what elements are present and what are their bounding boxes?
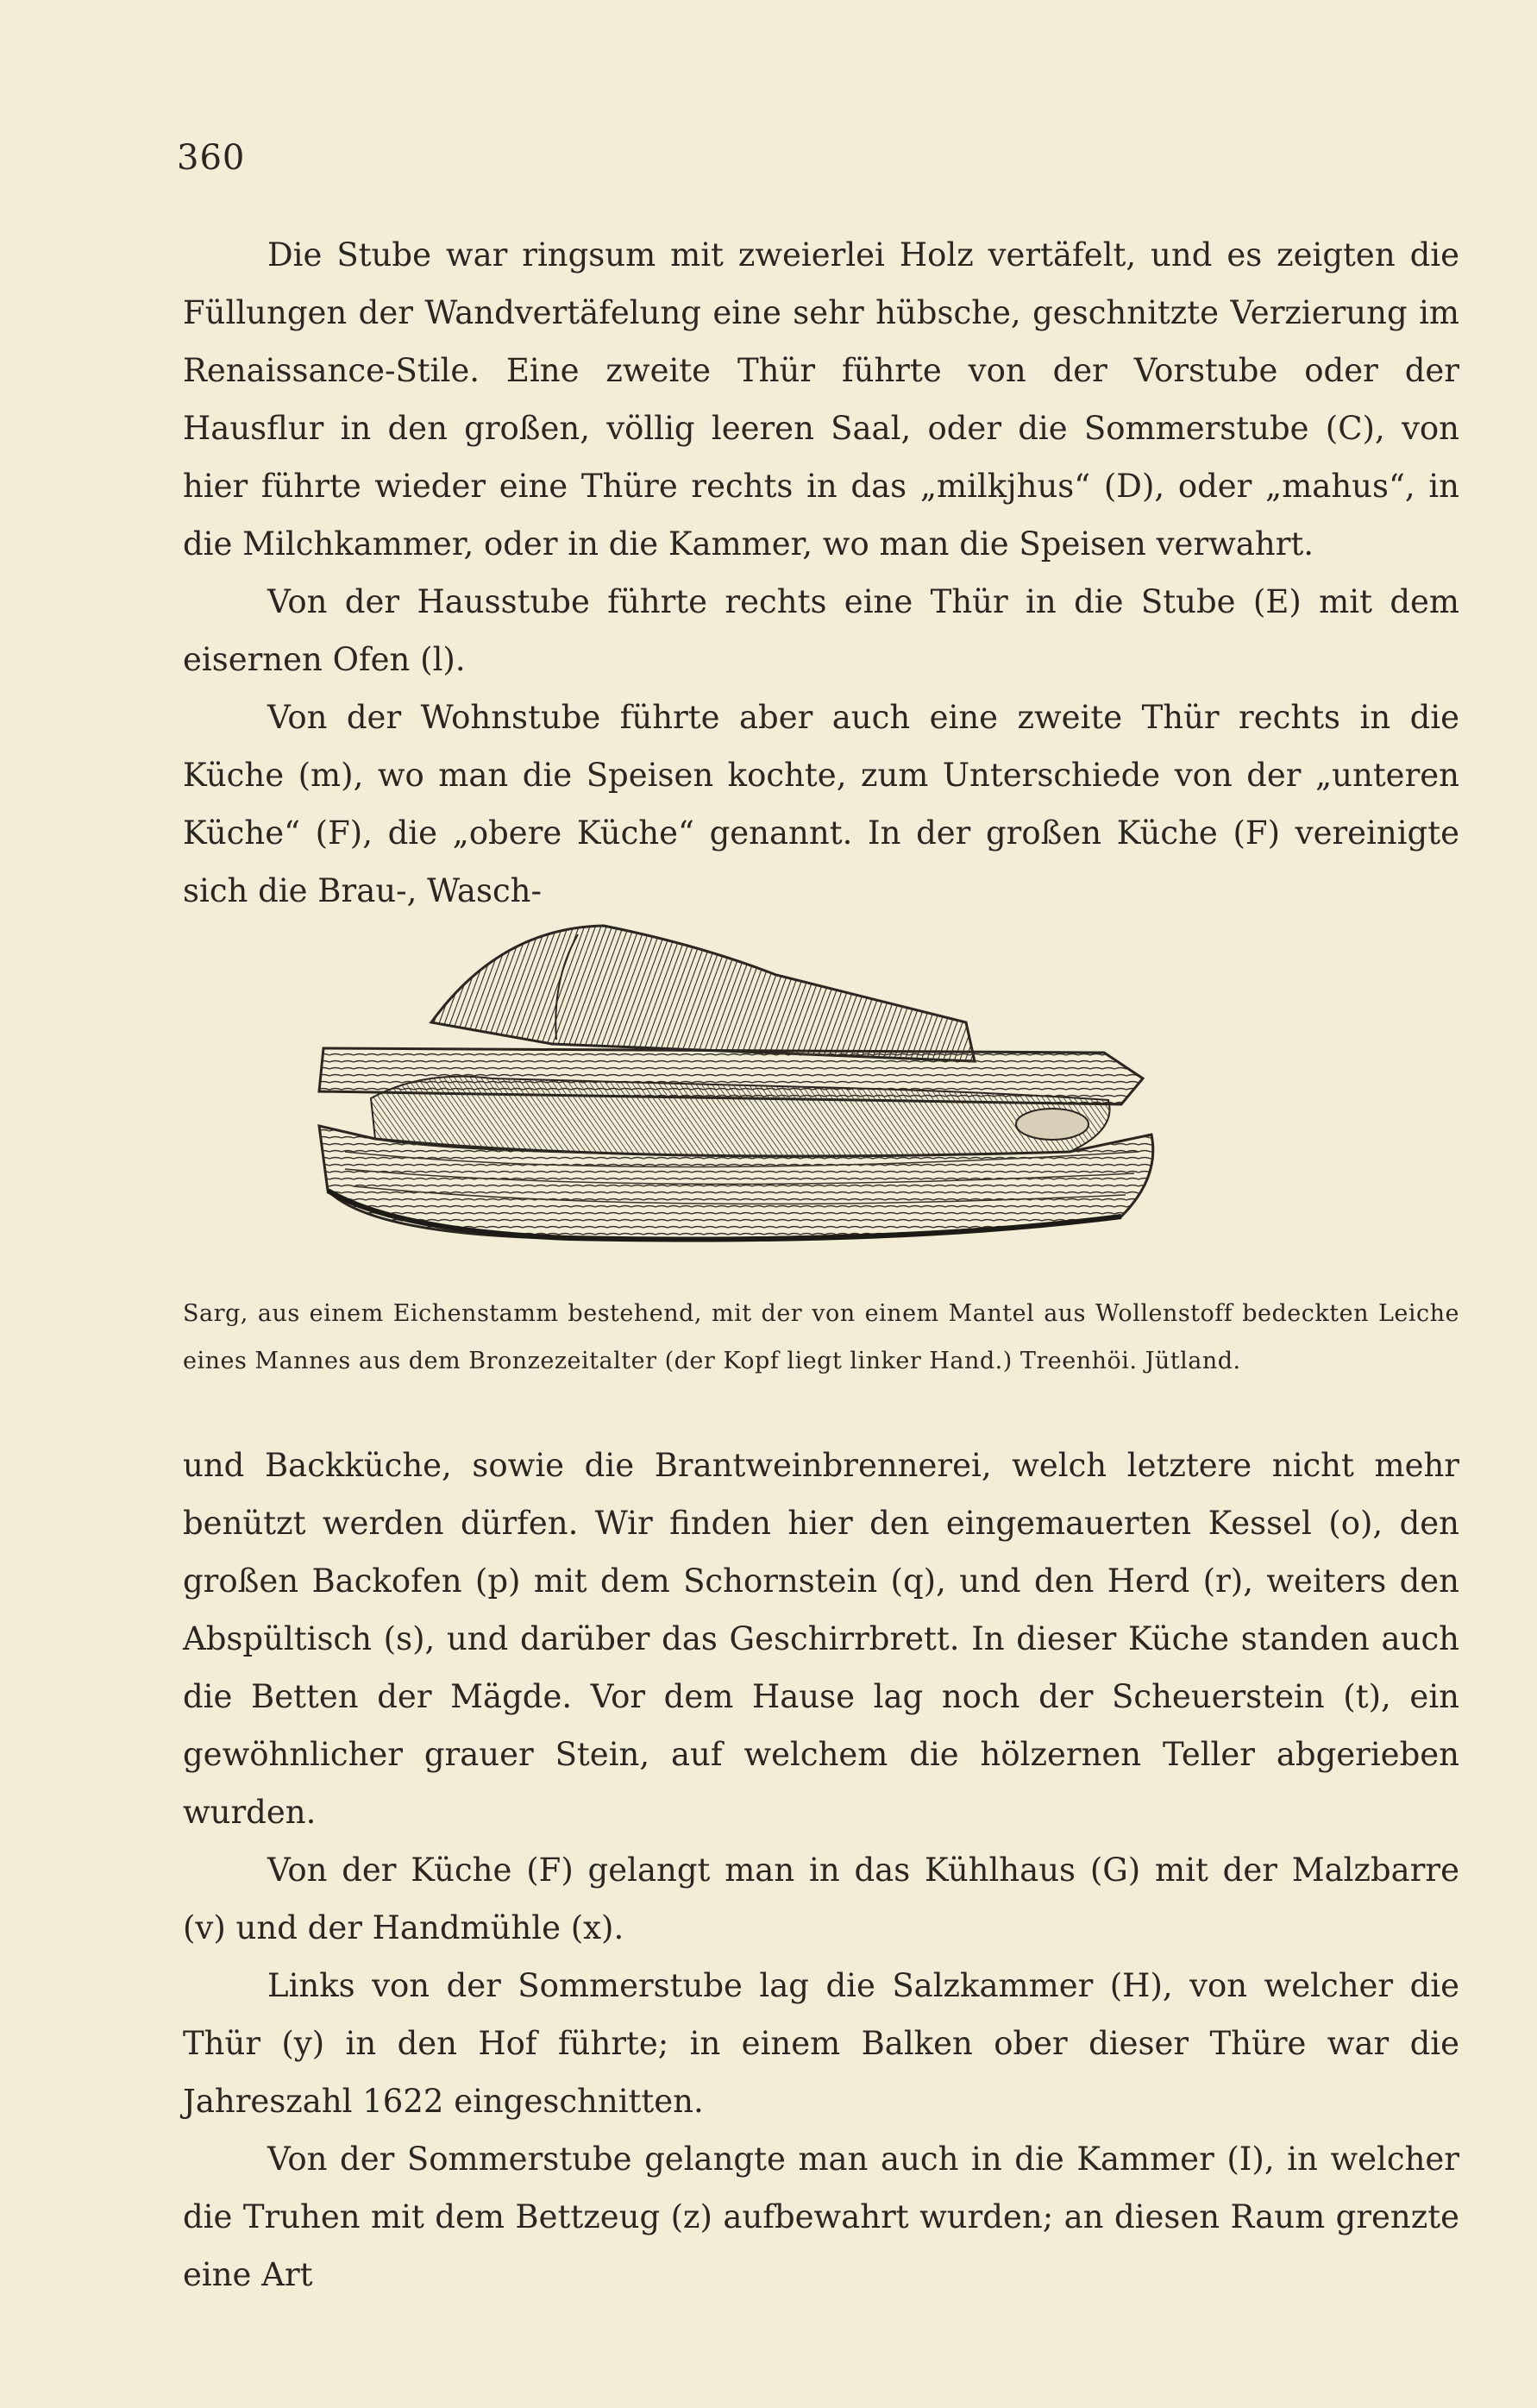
page-number: 360 bbox=[177, 138, 246, 178]
figure-caption bbox=[183, 1290, 1459, 1385]
coffin-lid bbox=[431, 926, 975, 1061]
coffin-illustration bbox=[293, 893, 1350, 1268]
text-block-bottom bbox=[183, 1437, 1459, 2304]
caption-text: Sarg, aus einem Eichenstamm bestehend, mit der von einem Mantel aus Wollenstoff bedeckten Leiche eines Mannes aus dem Bronzezeitalter (der Kopf liegt linker Hand.) Treenhöi. Jütland. bbox=[183, 1300, 1459, 1374]
paragraph: und Backküche, sowie die Brantweinbrennerei, welch letztere nicht mehr benützt werden dürfen. Wir finden hier den eingemauerten Kessel (o), den großen Backofen (p) mit dem Schornstein (q), und den Herd (r), weiters den Abspültisch (s), und darüber das Geschirrbrett. In dieser Küche standen auch die Betten der Mägde. Vor dem Hause lag noch der Scheuerstein (t), ein gewöhnlicher grauer Stein, auf welchem die hölzernen Teller abgerieben wurden. bbox=[183, 1447, 1459, 1831]
paragraph: Von der Wohnstube führte aber auch eine zweite Thür rechts in die Küche (m), wo man die Speisen kochte, zum Unterschiede von der „unteren Küche“ (F), die „obere Küche“ genannt. In der großen Küche (F) vereinigte sich die Brau-, Wasch- bbox=[183, 699, 1459, 909]
paragraph: Von der Sommerstube gelangte man auch in die Kammer (I), in welcher die Truhen mit dem Bettzeug (z) aufbewahrt wurden; an diesen Raum grenzte eine Art bbox=[183, 2141, 1459, 2293]
paragraph: Die Stube war ringsum mit zweierlei Holz vertäfelt, und es zeigten die Füllungen der Wandvertäfelung eine sehr hübsche, geschnitzte Verzierung im Renaissance-Stile. Eine zweite Thür führte von der Vorstube oder der Hausflur in den großen, völlig leeren Saal, oder die Sommerstube (C), von hier führte wieder eine Thüre rechts in das „milkjhus“ (D), oder „mahus“, in die Milchkammer, oder in die Kammer, wo man die Speisen verwahrt. bbox=[183, 236, 1459, 563]
paragraph: Links von der Sommerstube lag die Salzkammer (H), von welcher die Thür (y) in den Hof führte; in einem Balken ober dieser Thüre war die Jahreszahl 1622 eingeschnitten. bbox=[183, 1967, 1459, 2120]
paragraph: Von der Hausstube führte rechts eine Thür in die Stube (E) mit dem eisernen Ofen (l). bbox=[183, 583, 1459, 678]
text-block-top bbox=[183, 226, 1459, 920]
paragraph: Von der Küche (F) gelangt man in das Kühlhaus (G) mit der Malzbarre (v) und der Handmühle (x). bbox=[183, 1852, 1459, 1946]
